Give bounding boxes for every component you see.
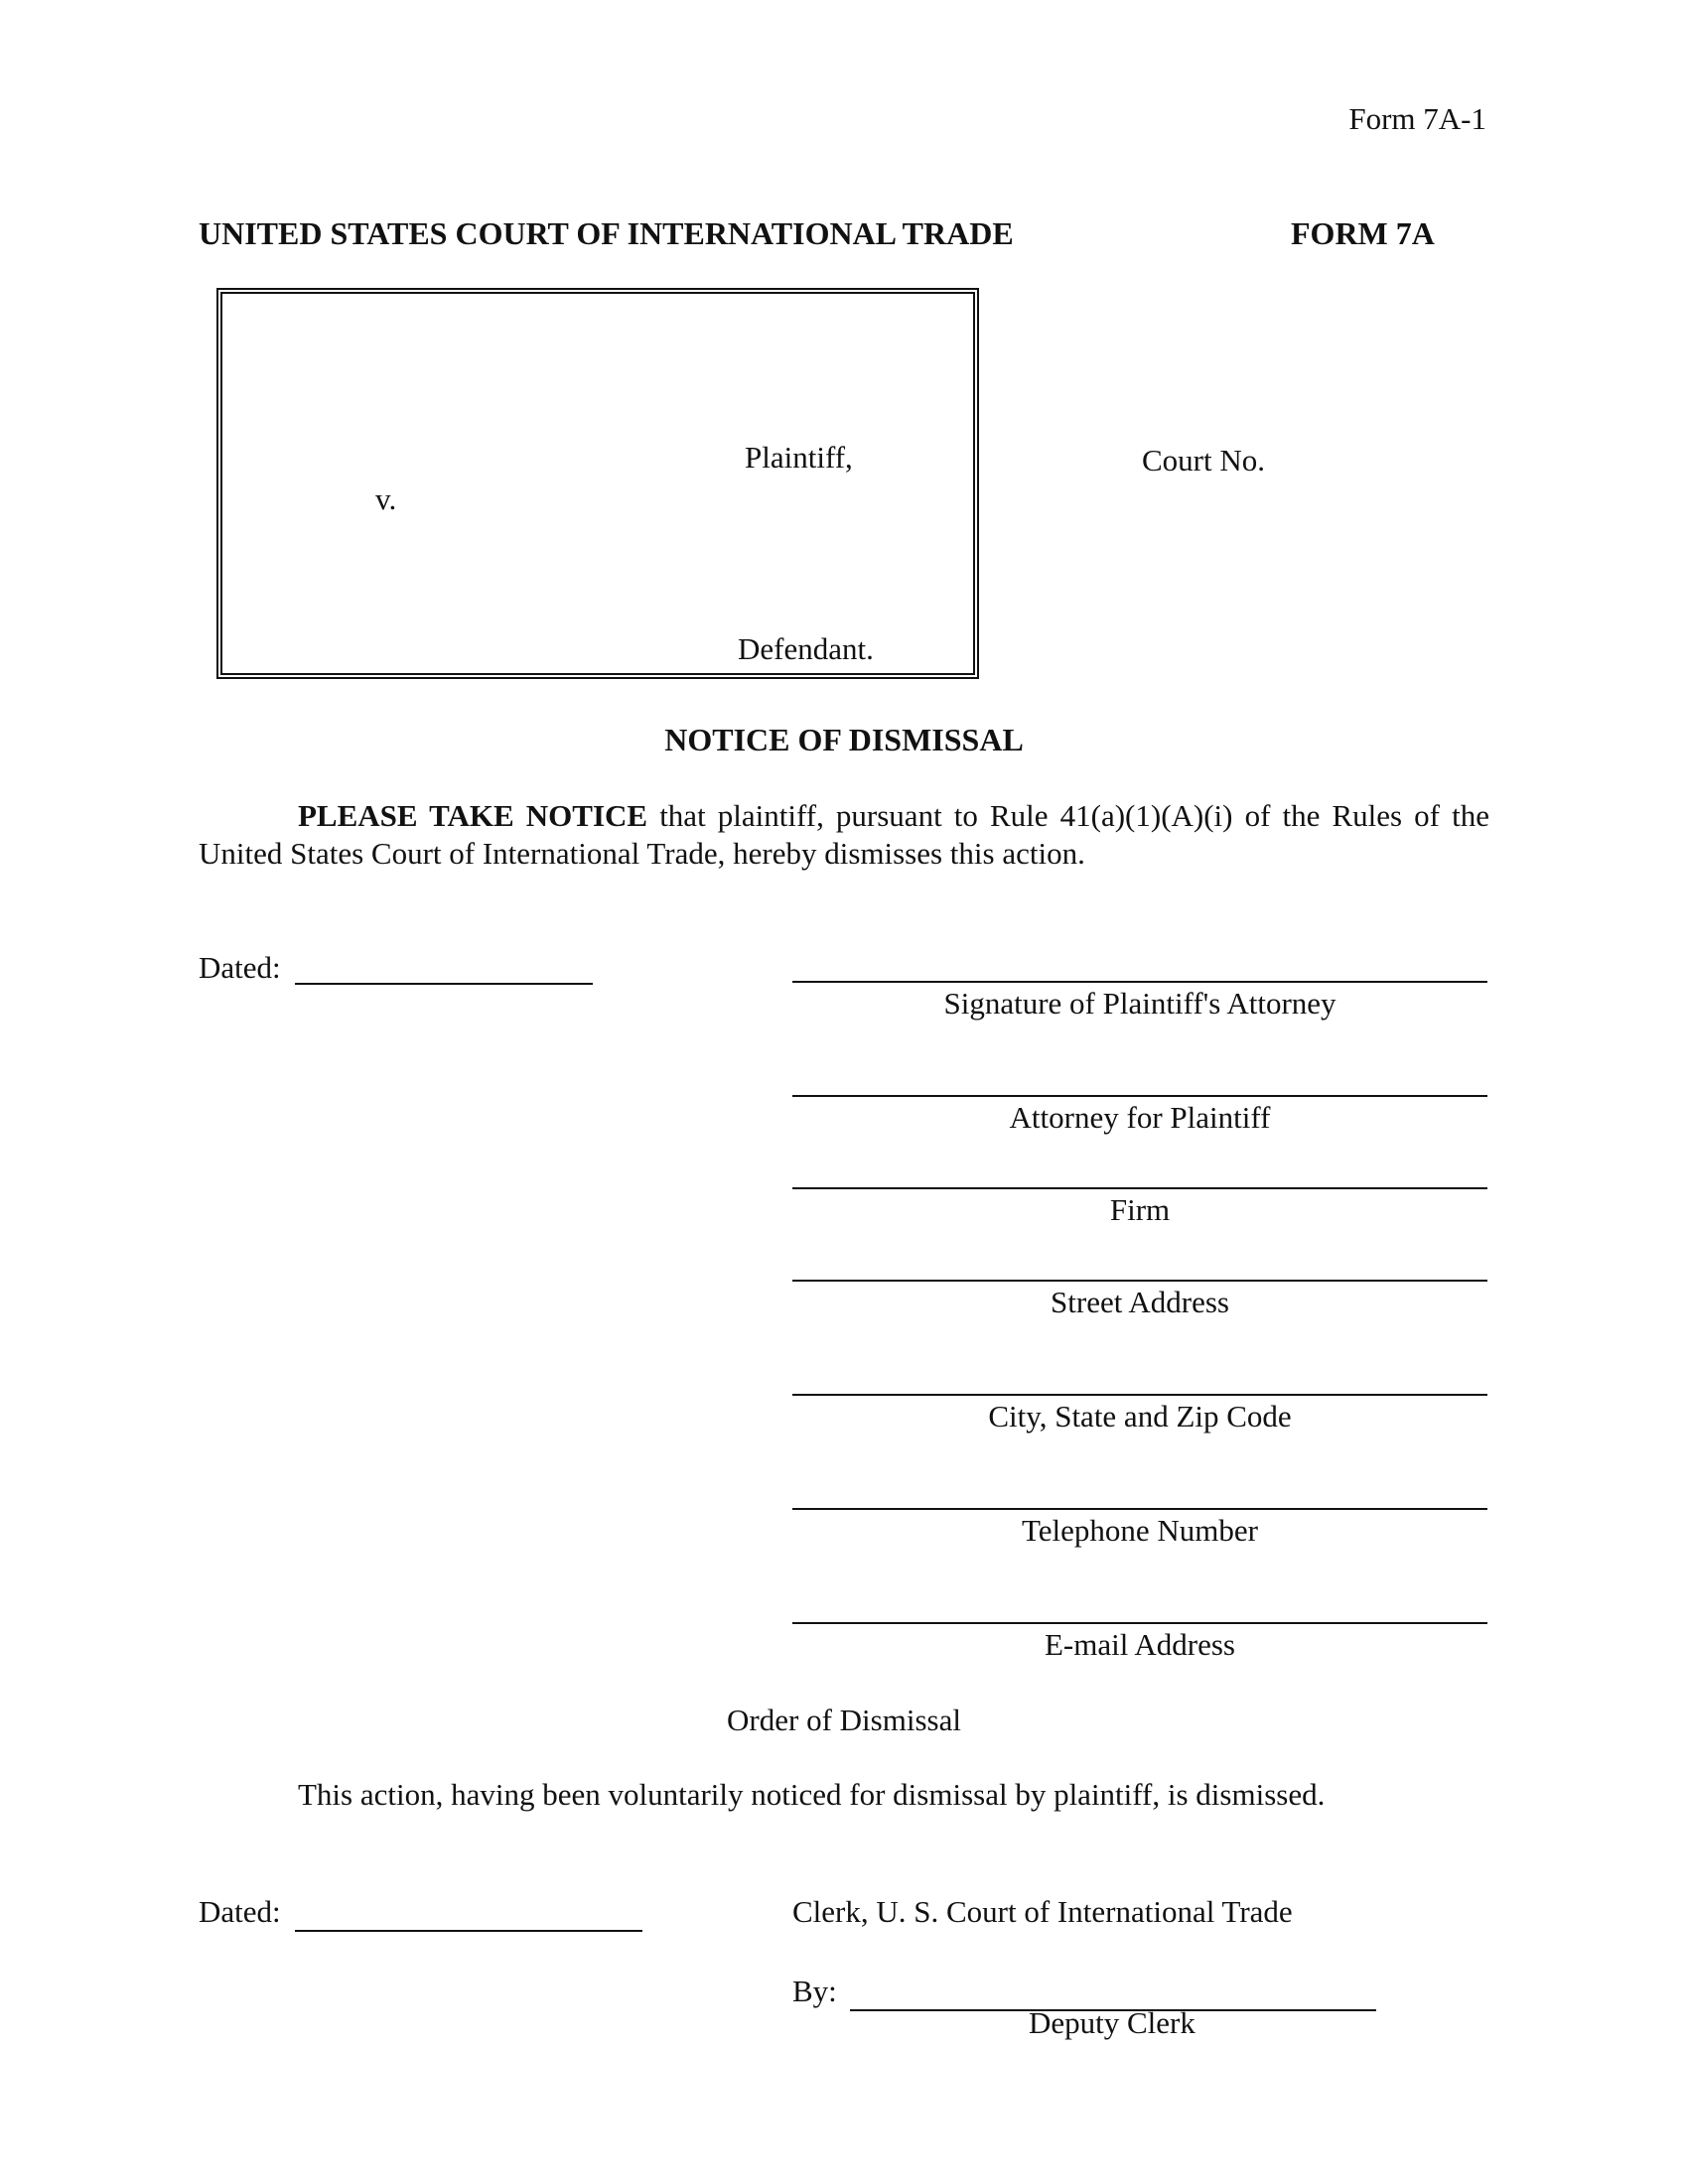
versus-label: v. (375, 481, 397, 516)
notice-heading: NOTICE OF DISMISSAL (664, 722, 1024, 757)
defendant-label: Defendant. (738, 631, 874, 666)
attorney-signature-label: Signature of Plaintiff's Attorney (943, 986, 1336, 1021)
order-heading: Order of Dismissal (727, 1703, 961, 1737)
firm-label: Firm (1109, 1192, 1171, 1227)
order-text: This action, having been voluntarily noticed for dismissal by plaintiff, is dismissed. (298, 1777, 1326, 1812)
notice-dated-label: Dated: (199, 950, 281, 985)
notice-dated-line[interactable] (295, 983, 593, 985)
attorney-for-plaintiff-label: Attorney for Plaintiff (1009, 1100, 1271, 1135)
case-caption-box (216, 288, 979, 679)
city-state-zip-line[interactable] (792, 1394, 1487, 1396)
telephone-line[interactable] (792, 1508, 1487, 1510)
firm-line[interactable] (792, 1187, 1487, 1189)
street-address-label: Street Address (1051, 1285, 1229, 1319)
email-line[interactable] (792, 1622, 1487, 1624)
form-title: FORM 7A (1291, 215, 1435, 251)
clerk-title: Clerk, U. S. Court of International Trade (792, 1894, 1293, 1929)
order-dated-line[interactable] (295, 1930, 642, 1932)
form-code: Form 7A-1 (1348, 101, 1486, 136)
notice-body-text: that plaintiff, pursuant to Rule 41(a)(1)(A)(i) of the Rules of the United States Court of International Trade, hereby dismisses this action. (199, 798, 1489, 871)
court-number-label: Court No. (1142, 443, 1265, 478)
attorney-signature-line[interactable] (792, 981, 1487, 983)
attorney-for-plaintiff-line[interactable] (792, 1095, 1487, 1097)
notice-lead: PLEASE TAKE NOTICE (298, 798, 648, 833)
by-label: By: (792, 1974, 837, 2008)
telephone-label: Telephone Number (1022, 1513, 1258, 1548)
court-title: UNITED STATES COURT OF INTERNATIONAL TRADE (199, 215, 1014, 251)
city-state-zip-label: City, State and Zip Code (988, 1399, 1292, 1433)
plaintiff-label: Plaintiff, (745, 440, 853, 475)
notice-paragraph (199, 797, 1489, 873)
order-dated-label: Dated: (199, 1894, 281, 1929)
deputy-clerk-label: Deputy Clerk (1029, 2005, 1196, 2040)
street-address-line[interactable] (792, 1280, 1487, 1282)
email-label: E-mail Address (1045, 1627, 1235, 1662)
